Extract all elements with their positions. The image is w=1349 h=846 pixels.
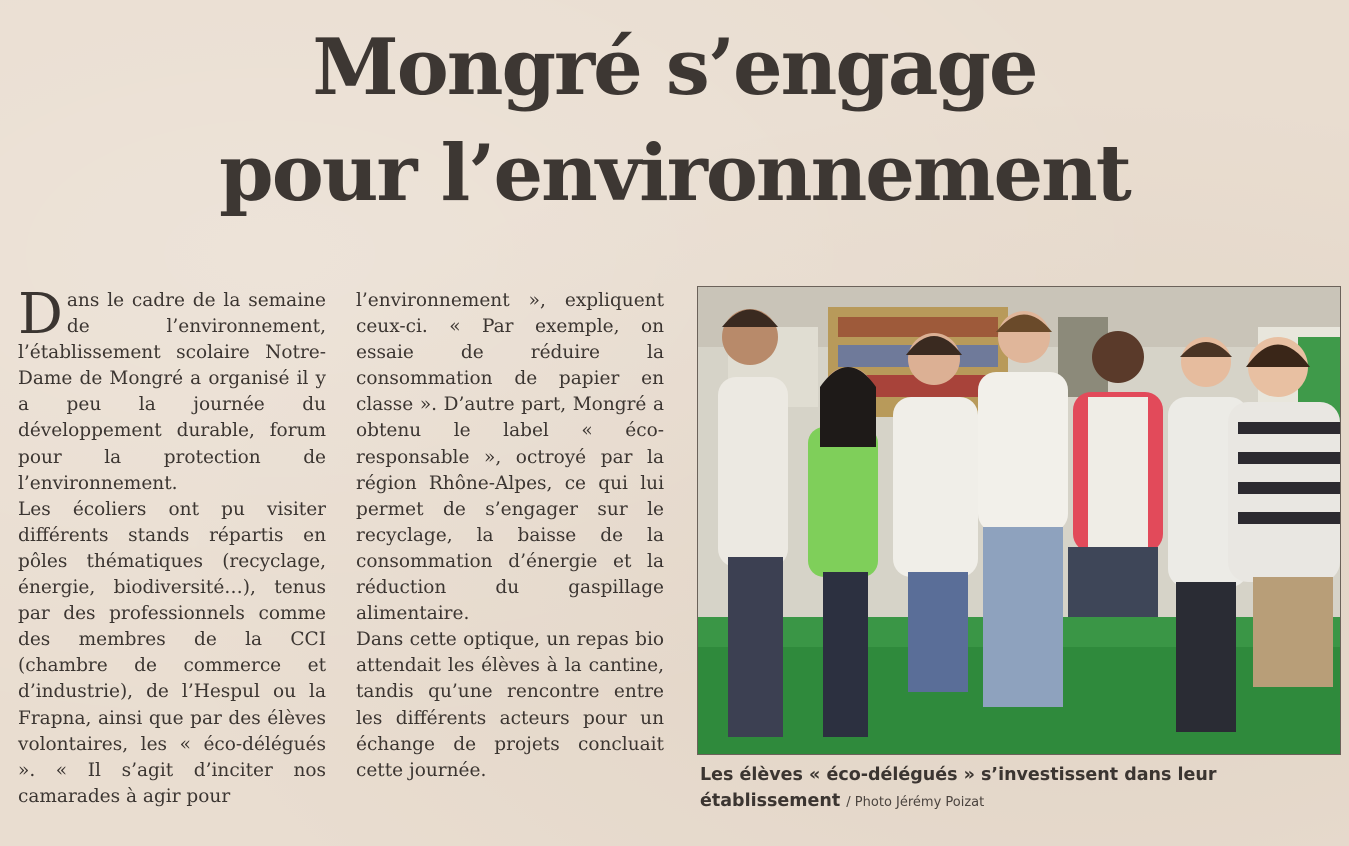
paragraph-1 xyxy=(18,282,326,497)
paragraph-3: l’environnement », expliquent ceux-ci. « Par exemple, on essaie de réduire la consommation de papier en classe ». D’autre part, Mongré a obtenu le label « éco-responsable », octroyé par la région Rhône-Alpes, ce qui lui permet de s’engager sur le recyclage, la baisse de la consommation d’énergie et la réduction du gaspillage alimentaire. xyxy=(356,290,664,625)
paragraph-4: Dans cette optique, un repas bio attendait les élèves à la cantine, tandis qu’une rencontre entre les différents acteurs pour un échange de projets concluait cette journée. xyxy=(356,629,664,781)
headline-line-2: pour l’environnement xyxy=(219,128,1130,219)
paragraph-2: Les écoliers ont pu visiter différents stands répartis en pôles thématiques (recyclage, énergie, biodiversité…), tenus par des professionnels comme des membres de la CCI (chambre de commerce et d’industrie), de l’Hespul ou la Frapna, ainsi que par des élèves volontaires, les « éco-délégués ». « Il s’agit d’inciter nos camarades à agir pour xyxy=(18,498,326,807)
drop-cap: D xyxy=(18,282,63,347)
paragraph-1-text: ans le cadre de la semaine de l’environnement, l’établissement scolaire Notre-Dame de Mongré a organisé il y a peu la journée du développement durable, forum pour la protection de l’environnement. xyxy=(18,290,326,494)
photo-caption xyxy=(700,762,1340,816)
article-column-1 xyxy=(18,282,326,810)
group-photo-illustration xyxy=(698,287,1340,754)
group-photo xyxy=(697,286,1341,755)
headline-line-1: Mongré s’engage xyxy=(312,22,1037,113)
article-column-2 xyxy=(356,288,664,784)
caption-text: Les élèves « éco-délégués » s’investissent dans leur établissement xyxy=(700,765,1217,811)
photo-credit: / Photo Jérémy Poizat xyxy=(846,795,985,810)
